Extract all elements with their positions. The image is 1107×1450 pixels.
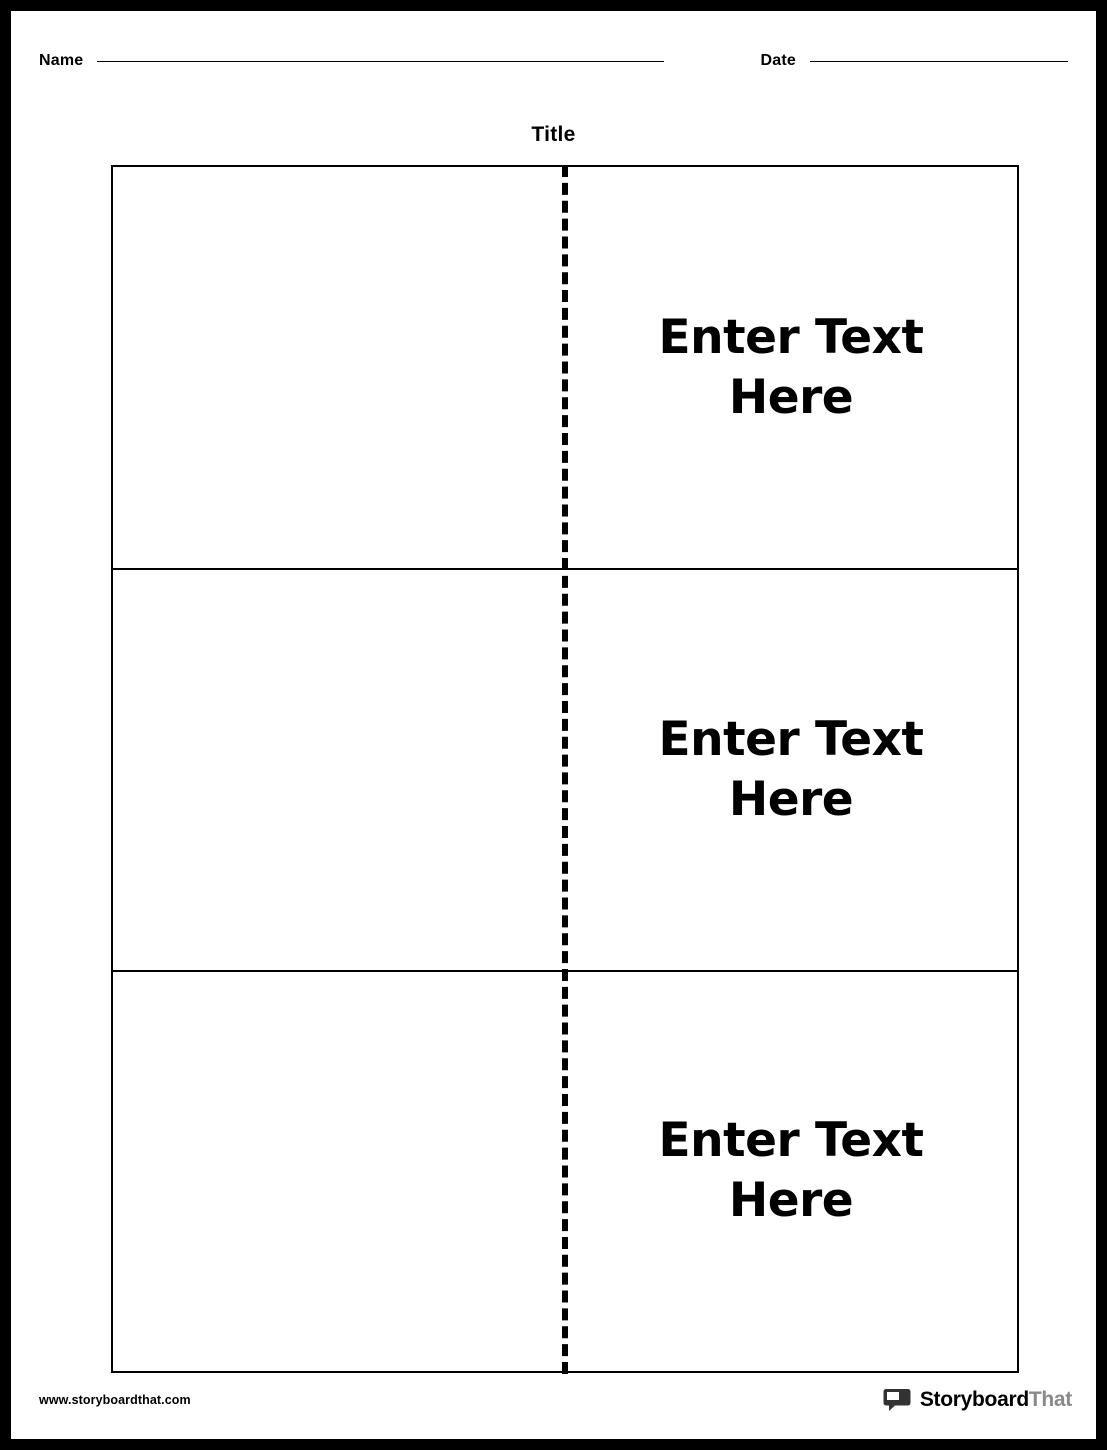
name-label: Name <box>39 52 84 69</box>
header-row <box>39 41 1068 81</box>
name-field[interactable] <box>39 52 664 70</box>
footer-url[interactable]: www.storyboardthat.com <box>39 1393 191 1407</box>
cell-right-1[interactable] <box>565 167 1017 568</box>
cell-left-2[interactable] <box>113 570 565 969</box>
brand-name-secondary: That <box>1028 1388 1072 1411</box>
footer <box>39 1383 1072 1417</box>
brand-name <box>920 1388 1072 1412</box>
worksheet-sheet <box>11 11 1096 1439</box>
brand-lockup[interactable] <box>883 1388 1072 1412</box>
cell-right-2[interactable] <box>565 570 1017 969</box>
cell-right-1-text: Enter Text Here <box>658 309 924 425</box>
brand-name-primary: Storyboard <box>919 1388 1029 1411</box>
cell-left-3[interactable] <box>113 972 565 1371</box>
fold-dashed-line <box>562 165 568 1374</box>
cell-left-1[interactable] <box>113 167 565 568</box>
date-write-line[interactable] <box>810 60 1068 62</box>
name-write-line[interactable] <box>97 60 664 62</box>
cell-right-3-text: Enter Text Here <box>658 1113 924 1229</box>
cell-right-2-text: Enter Text Here <box>658 711 924 827</box>
page-title[interactable]: Title <box>531 123 576 146</box>
speech-bubble-icon <box>883 1388 911 1412</box>
date-label: Date <box>760 52 796 69</box>
worksheet-grid <box>111 165 1019 1373</box>
cell-right-3[interactable] <box>565 972 1017 1371</box>
date-field[interactable] <box>743 52 1068 70</box>
